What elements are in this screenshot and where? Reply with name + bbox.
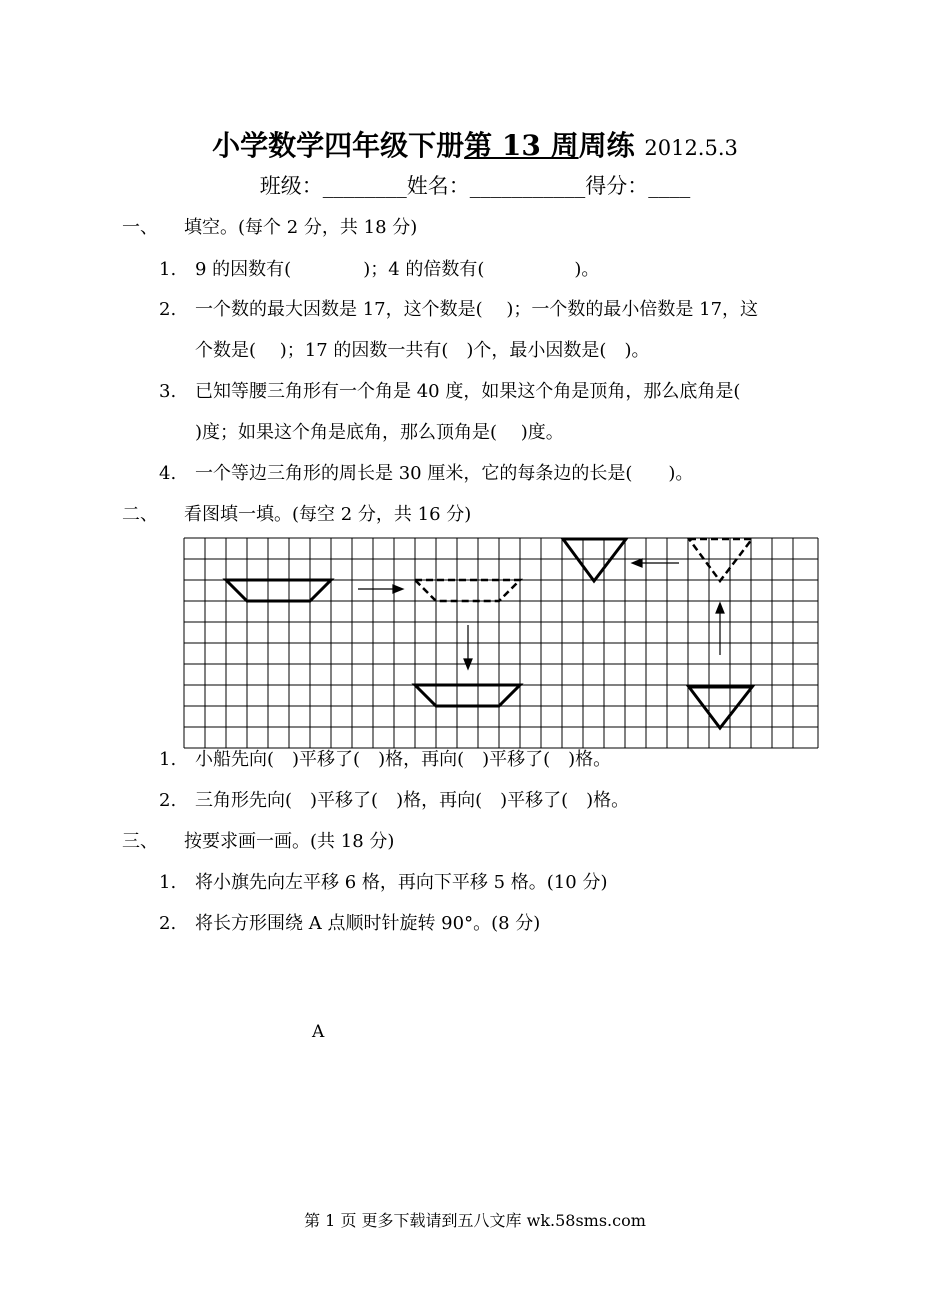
question-text: 将小旗先向左平移 6 格，再向下平移 5 格。(10 分)	[195, 872, 608, 893]
section-number: 三、	[122, 831, 158, 852]
page-footer: 第 1 页 更多下载请到五八文库 wk.58sms.com	[304, 1211, 646, 1230]
question-number: 2.	[159, 299, 177, 320]
question-number: 3.	[159, 381, 177, 402]
question-text: 将长方形围绕 A 点顺时针旋转 90°。(8 分)	[195, 913, 541, 934]
section-title: 看图填一填。(每空 2 分，共 16 分)	[184, 504, 472, 525]
point-a-label: A	[312, 1022, 325, 1042]
boat-step1-dashed-shape	[415, 580, 520, 601]
title-suffix: 周练	[578, 129, 635, 162]
arrow-boat-down	[464, 625, 472, 669]
arrow-triangle-up	[716, 603, 724, 655]
triangle-final-shape	[563, 539, 626, 581]
section-number: 一、	[122, 217, 158, 238]
question-number: 1.	[159, 259, 177, 280]
question-number: 1.	[159, 872, 177, 893]
section-number: 二、	[122, 504, 158, 525]
title-prefix: 小学数学四年级下册	[212, 129, 465, 162]
page-title	[0, 124, 950, 170]
triangle-original-shape	[689, 687, 752, 728]
question-1-3-continued: )度；如果这个角是底角，那么顶角是( )度。	[195, 422, 564, 443]
title-week: 第 13 周	[464, 129, 579, 162]
question-text: 一个等边三角形的周长是 30 厘米，它的每条边的长是( )。	[195, 463, 694, 484]
question-number: 4.	[159, 463, 177, 484]
question-text: 三角形先向( )平移了( )格，再向( )平移了( )格。	[195, 790, 630, 811]
section-title: 按要求画一画。(共 18 分)	[184, 831, 395, 852]
question-number: 2.	[159, 913, 177, 934]
translation-grid-figure	[183, 537, 819, 753]
question-text: 小船先向( )平移了( )格，再向( )平移了( )格。	[195, 749, 612, 770]
boat-final-shape	[415, 685, 520, 706]
triangle-step1-dashed-shape	[689, 539, 752, 581]
title-date: 2012.5.3	[644, 136, 738, 160]
question-text: 一个数的最大因数是 17，这个数是( )；一个数的最小倍数是 17，这	[195, 299, 759, 320]
arrow-triangle-left	[632, 559, 679, 567]
student-info-line: 班级：________姓名：___________得分：____	[259, 174, 691, 198]
question-text: 已知等腰三角形有一个角是 40 度，如果这个角是顶角，那么底角是(	[195, 381, 741, 402]
question-number: 2.	[159, 790, 177, 811]
section-title: 填空。(每个 2 分，共 18 分)	[184, 217, 418, 238]
question-1-2-continued: 个数是( )；17 的因数一共有( )个，最小因数是( )。	[195, 340, 650, 361]
arrow-boat-right	[358, 585, 403, 593]
question-number: 1.	[159, 749, 177, 770]
boat-original-shape	[226, 580, 331, 601]
grid-lines	[184, 538, 818, 748]
question-text: 9 的因数有( )；4 的倍数有( )。	[195, 259, 600, 280]
